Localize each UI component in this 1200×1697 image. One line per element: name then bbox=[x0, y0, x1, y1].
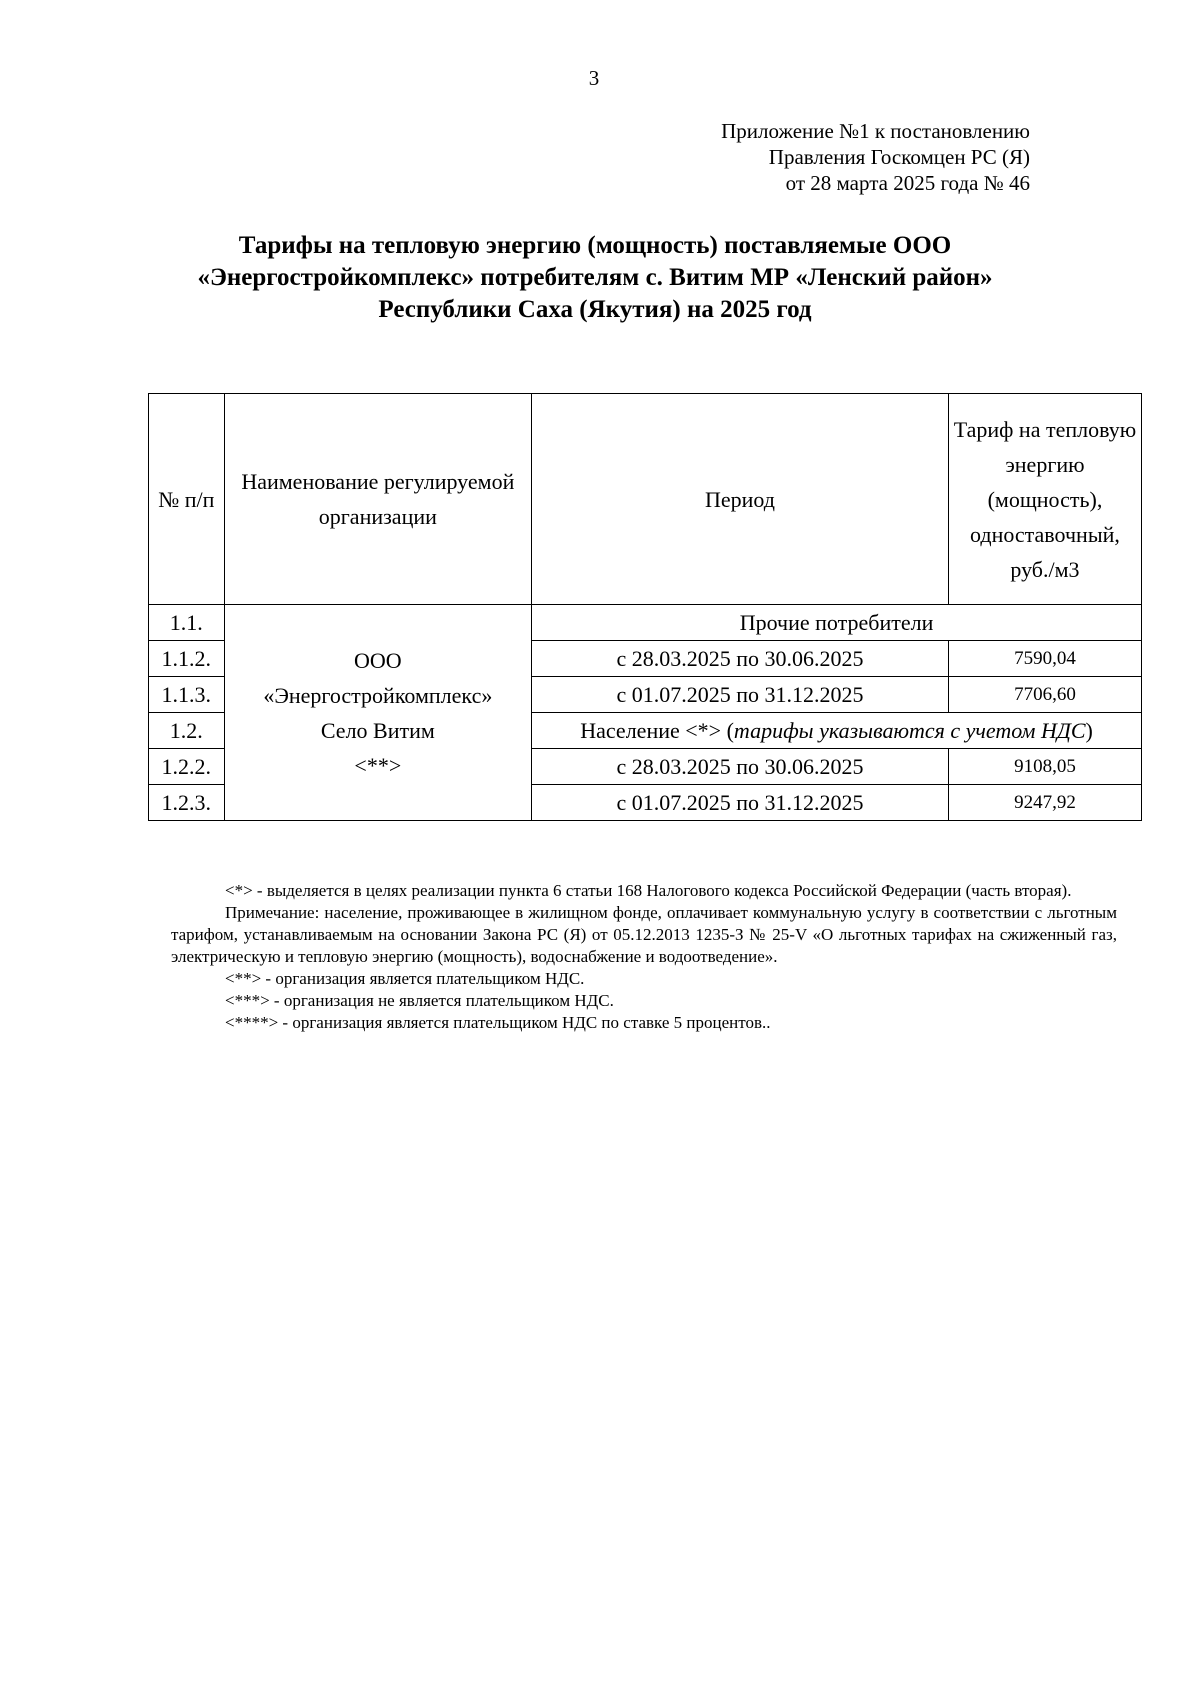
row-period: с 28.03.2025 по 30.06.2025 bbox=[532, 641, 949, 677]
row-period: с 28.03.2025 по 30.06.2025 bbox=[532, 749, 949, 785]
row-num: 1.1.2. bbox=[149, 641, 225, 677]
header-tariff: Тариф на тепловую энергию (мощность), одноставочный, руб./м3 bbox=[948, 394, 1141, 605]
footnote-vat-payer: <**> - организация является плательщиком НДС. bbox=[225, 969, 585, 988]
section-population bbox=[532, 713, 1142, 749]
title-line-1: Тарифы на тепловую энергию (мощность) поставляемые ООО bbox=[238, 232, 952, 259]
organization-line-2: «Энергостройкомплекс» bbox=[263, 682, 493, 708]
section-other-consumers: Прочие потребители bbox=[532, 605, 1142, 641]
row-num: 1.2. bbox=[149, 713, 225, 749]
appendix-line-1: Приложение №1 к постановлению bbox=[721, 119, 1030, 143]
header-period: Период bbox=[532, 394, 949, 605]
document-title bbox=[150, 230, 1040, 326]
appendix-line-3: от 28 марта 2025 года № 46 bbox=[785, 171, 1030, 195]
table-row bbox=[149, 605, 1142, 641]
footnote-vat-highlight: <*> - выделяется в целях реализации пункта 6 статьи 168 Налогового кодекса Российской Федерации (часть вторая). bbox=[225, 881, 1072, 900]
tariff-table bbox=[148, 393, 1142, 821]
title-line-3: Республики Саха (Якутия) на 2025 год bbox=[378, 296, 812, 323]
row-period: с 01.07.2025 по 31.12.2025 bbox=[532, 785, 949, 821]
section-population-prefix: Население <*> ( bbox=[580, 718, 734, 743]
table-header-row bbox=[149, 394, 1142, 605]
footnote-remark: Примечание: население, проживающее в жилищном фонде, оплачивает коммунальную услугу в соответствии с льготным тарифом, устанавливаемым на основании Закона РС (Я) от 05.12.2013 1235-З № 25-V «О льготных тарифах на сжиженный газ, электрическую и тепловую энергию (мощность), водоснабжение и водоотведение». bbox=[171, 903, 1117, 966]
section-population-italic: тарифы указываются с учетом НДС bbox=[733, 718, 1086, 743]
footnote-vat-5-percent: <****> - организация является плательщиком НДС по ставке 5 процентов.. bbox=[225, 1013, 771, 1032]
row-num: 1.1. bbox=[149, 605, 225, 641]
header-num: № п/п bbox=[149, 394, 225, 605]
row-tariff-value: 9247,92 bbox=[948, 785, 1141, 821]
section-population-suffix: ) bbox=[1085, 718, 1093, 743]
row-num: 1.2.3. bbox=[149, 785, 225, 821]
row-tariff-value: 9108,05 bbox=[948, 749, 1141, 785]
row-num: 1.2.2. bbox=[149, 749, 225, 785]
title-line-2: «Энергостройкомплекс» потребителям с. Витим МР «Ленский район» bbox=[197, 264, 993, 291]
footnotes bbox=[171, 880, 1117, 1034]
row-tariff-value: 7706,60 bbox=[948, 677, 1141, 713]
header-organization: Наименование регулируемой организации bbox=[224, 394, 532, 605]
organization-line-3: Село Витим bbox=[320, 717, 435, 743]
row-tariff-value: 7590,04 bbox=[948, 641, 1141, 677]
appendix-reference bbox=[721, 118, 1030, 196]
page-number: 3 bbox=[588, 66, 600, 90]
organization-cell bbox=[224, 605, 532, 821]
organization-line-4: <**> bbox=[354, 752, 402, 778]
footnote-not-vat-payer: <***> - организация не является плательщиком НДС. bbox=[225, 991, 614, 1010]
row-period: с 01.07.2025 по 31.12.2025 bbox=[532, 677, 949, 713]
appendix-line-2: Правления Госкомцен РС (Я) bbox=[768, 145, 1030, 169]
organization-line-1: ООО bbox=[354, 647, 402, 673]
row-num: 1.1.3. bbox=[149, 677, 225, 713]
